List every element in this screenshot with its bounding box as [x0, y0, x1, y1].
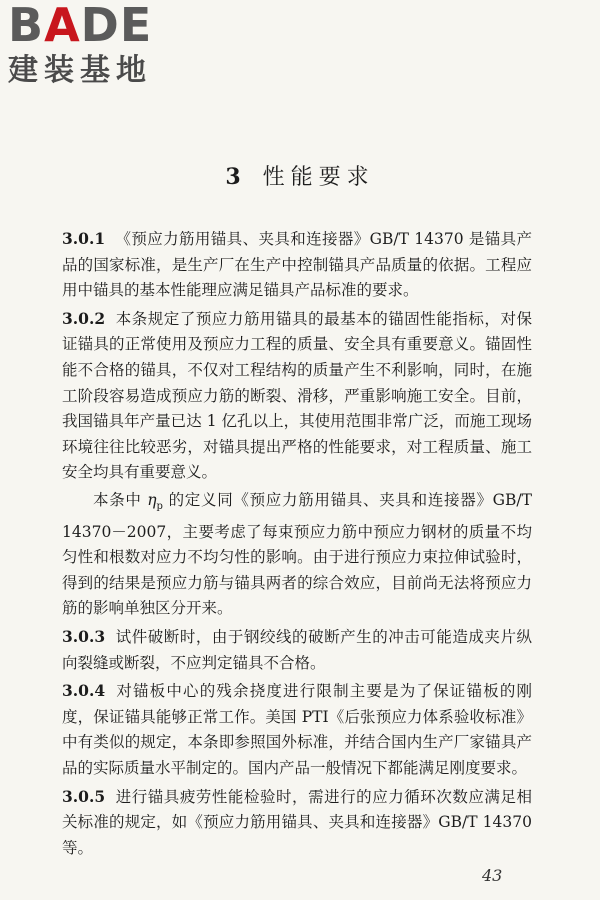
clause-number: 3.0.4: [62, 681, 106, 701]
chapter-title: 性能要求: [262, 165, 375, 190]
logo-letter-a: A: [44, 0, 81, 52]
clause-number: 3.0.5: [62, 786, 106, 806]
chapter-heading: [0, 160, 600, 191]
paragraph-text: 进行锚具疲劳性能检验时，需进行的应力循环次数应满足相关标准的规定，如《预应力筋用锚具、夹具和连接器》GB/T 14370等。: [62, 787, 532, 857]
logo-letter-b: B: [8, 0, 45, 52]
paragraph-text-before: 本条中: [93, 490, 148, 509]
paragraph-text: 对锚板中心的残余挠度进行限制主要是为了保证锚板的刚度，保证锚具能够正常工作。美国 PTI《后张预应力体系验收标准》中有类似的规定，本条即参照国外标准，并结合国内生产厂家锚具产品的实际质量水平制定的。国内产品一般情况下都能满足刚度要求。: [62, 682, 532, 777]
paragraph-3-0-3: [62, 624, 532, 676]
bade-logo: [8, 2, 178, 88]
paragraph-text: 本条规定了预应力筋用锚具的最基本的锚固性能指标，对保证锚具的正常使用及预应力工程的质量、安全具有重要意义。锚固性能不合格的锚具，不仅对工程结构的质量产生不利影响，同时，在施工阶段容易造成预应力筋的断裂、滑移，严重影响施工安全。目前，我国锚具年产量已达 1 亿孔以上，其使用范围非常广泛，而施工现场环境往往比较恶劣，对锚具提出严格的性能要求，对工程质量、施工安全均具有重要意义。: [62, 309, 532, 482]
paragraph-text: 试件破断时，由于钢绞线的破断产生的冲击可能造成夹片纵向裂缝或断裂，不应判定锚具不合格。: [62, 628, 532, 672]
eta-subscript: p: [156, 501, 163, 513]
logo-subtitle: 建装基地: [8, 53, 152, 88]
logo-letters-de: DE: [80, 0, 153, 52]
body-text: [62, 226, 532, 863]
clause-number: 3.0.1: [62, 229, 106, 248]
page-number: 43: [482, 866, 503, 885]
clause-number: 3.0.2: [62, 308, 106, 328]
paragraph-eta-definition: [62, 488, 532, 622]
logo-wordmark: [8, 0, 178, 52]
paragraph-text-after: 的定义同《预应力筋用锚具、夹具和连接器》GB/T 14370－2007，主要考虑了每束预应力筋中预应力钢材的质量不均匀性和根数对应力不均匀性的影响。由于进行预应力束拉伸试验时，得到的结果是预应力筋与锚具两者的综合效应，目前尚无法将预应力筋的影响单独区分开来。: [62, 490, 532, 618]
paragraph-3-0-4: [62, 678, 532, 781]
clause-number: 3.0.3: [62, 627, 106, 646]
paragraph-3-0-1: [62, 226, 532, 304]
paragraph-text: 《预应力筋用锚具、夹具和连接器》GB/T 14370 是锚具产品的国家标准，是生产厂在生产中控制锚具产品质量的依据。工程应用中锚具的基本性能理应满足锚具产品标准的要求。: [62, 230, 532, 300]
paragraph-3-0-2: [62, 306, 532, 486]
eta-symbol: η: [147, 490, 157, 509]
chapter-number: 3: [225, 164, 247, 190]
paragraph-3-0-5: [62, 784, 532, 862]
